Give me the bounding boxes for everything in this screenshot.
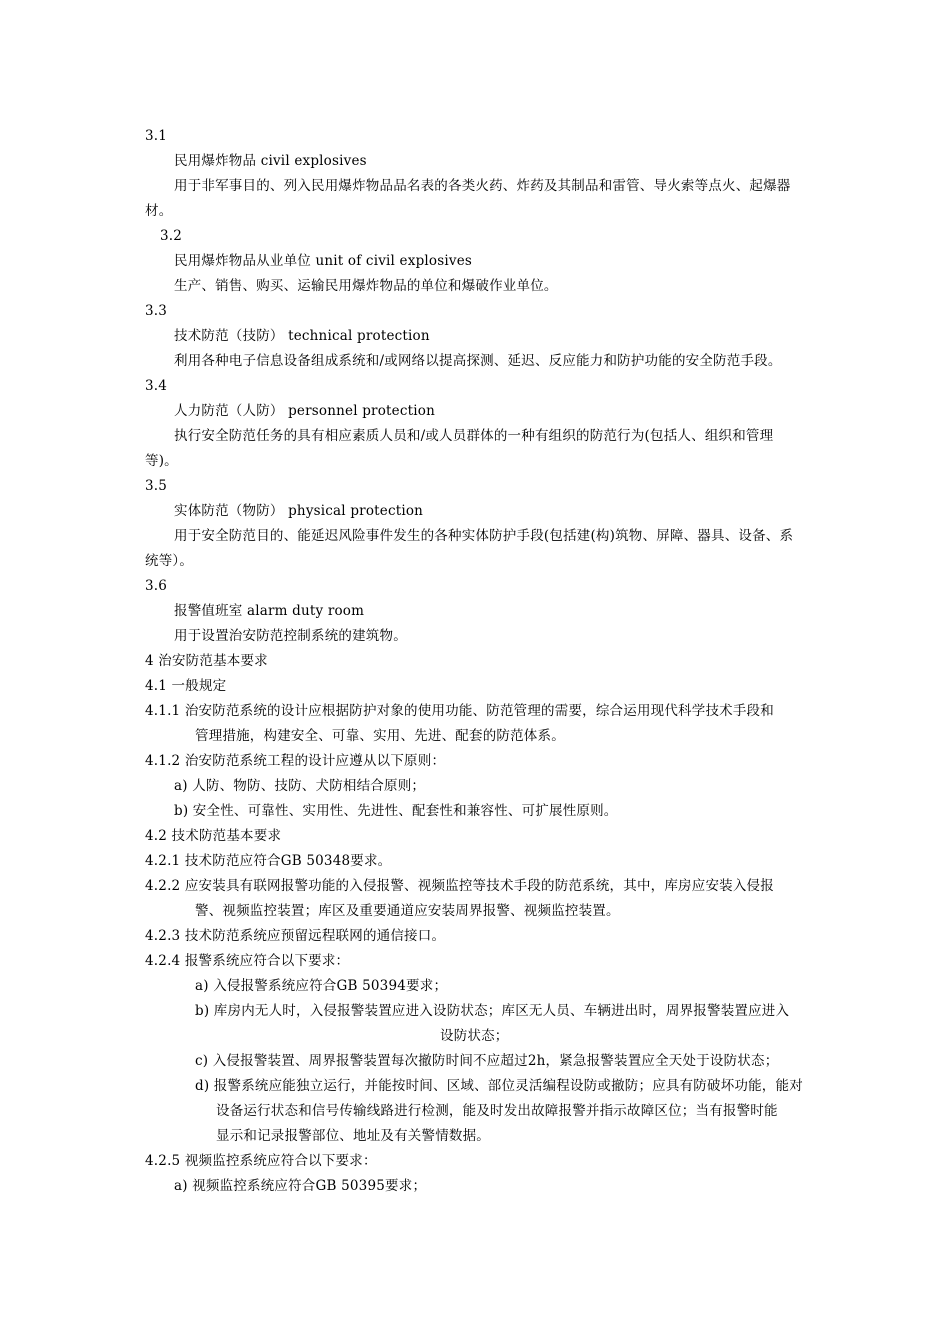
clause-number: 3.4 <box>145 378 168 394</box>
term-title: 技术防范（技防） technical protection <box>174 328 430 344</box>
list-item: a) 视频监控系统应符合GB 50395要求； <box>174 1178 427 1194</box>
term-definition: 生产、销售、购买、运输民用爆炸物品的单位和爆破作业单位。 <box>174 278 558 294</box>
clause-number: 3.1 <box>145 128 168 144</box>
list-item: b) 安全性、可靠性、实用性、先进性、配套性和兼容性、可扩展性原则。 <box>174 803 618 819</box>
clause-text: 4.2.1 技术防范应符合GB 50348要求。 <box>145 853 392 869</box>
term-title: 实体防范（物防） physical protection <box>174 503 424 519</box>
list-item-cont: 设防状态； <box>440 1028 509 1044</box>
term-definition: 用于设置治安防范控制系统的建筑物。 <box>174 628 407 644</box>
clause-number: 3.3 <box>145 303 168 319</box>
list-item: a) 入侵报警系统应符合GB 50394要求； <box>195 978 448 994</box>
clause-number: 3.5 <box>145 478 168 494</box>
term-definition: 用于安全防范目的、能延迟风险事件发生的各种实体防护手段(包括建(构)筑物、屏障、器具、设备、系 <box>174 528 794 544</box>
list-item: b) 库房内无人时，入侵报警装置应进入设防状态；库区无人员、车辆进出时，周界报警装置应进入 <box>195 1003 790 1019</box>
list-item: a) 人防、物防、技防、犬防相结合原则； <box>174 778 426 794</box>
clause-text-cont: 警、视频监控装置；库区及重要通道应安装周界报警、视频监控装置。 <box>195 903 620 919</box>
term-definition-cont: 统等）。 <box>145 553 194 569</box>
subsection-heading: 4.2 技术防范基本要求 <box>145 828 282 844</box>
term-definition-cont: 等)。 <box>145 453 178 469</box>
clause-number: 3.6 <box>145 578 168 594</box>
list-item-cont: 设备运行状态和信号传输线路进行检测，能及时发出故障报警并指示故障区位；当有报警时能 <box>216 1103 778 1119</box>
term-title: 报警值班室 alarm duty room <box>174 603 365 619</box>
clause-text: 4.1.2 治安防范系统工程的设计应遵从以下原则： <box>145 753 446 769</box>
term-title: 民用爆炸物品从业单位 unit of civil explosives <box>174 253 473 269</box>
subsection-heading: 4.1 一般规定 <box>145 678 227 694</box>
clause-text: 4.2.2 应安装具有联网报警功能的入侵报警、视频监控等技术手段的防范系统，其中，库房应安装入侵报 <box>145 878 774 894</box>
term-definition: 执行安全防范任务的具有相应素质人员和/或人员群体的一种有组织的防范行为(包括人、组织和管理 <box>174 428 774 444</box>
term-definition-cont: 材。 <box>145 203 173 219</box>
clause-text-cont: 管理措施，构建安全、可靠、实用、先进、配套的防范体系。 <box>195 728 565 744</box>
term-title: 人力防范（人防） personnel protection <box>174 403 435 419</box>
clause-text: 4.2.5 视频监控系统应符合以下要求： <box>145 1153 377 1169</box>
clause-text: 4.1.1 治安防范系统的设计应根据防护对象的使用功能、防范管理的需要，综合运用现代科学技术手段和 <box>145 703 774 719</box>
clause-number: 3.2 <box>160 228 183 244</box>
term-definition: 用于非军事目的、列入民用爆炸物品品名表的各类火药、炸药及其制品和雷管、导火索等点火、起爆器 <box>174 178 791 194</box>
term-definition: 利用各种电子信息设备组成系统和/或网络以提高探测、延迟、反应能力和防护功能的安全防范手段。 <box>174 353 782 369</box>
clause-text: 4.2.3 技术防范系统应预留远程联网的通信接口。 <box>145 928 446 944</box>
list-item: c) 入侵报警装置、周界报警装置每次撤防时间不应超过2h，紧急报警装置应全天处于设防状态； <box>195 1053 779 1069</box>
term-title: 民用爆炸物品 civil explosives <box>174 153 367 169</box>
section-heading: 4 治安防范基本要求 <box>145 653 268 669</box>
list-item: d) 报警系统应能独立运行，并能按时间、区域、部位灵活编程设防或撤防；应具有防破坏功能，能对 <box>195 1078 803 1094</box>
clause-text: 4.2.4 报警系统应符合以下要求： <box>145 953 350 969</box>
list-item-cont: 显示和记录报警部位、地址及有关警情数据。 <box>216 1128 490 1144</box>
